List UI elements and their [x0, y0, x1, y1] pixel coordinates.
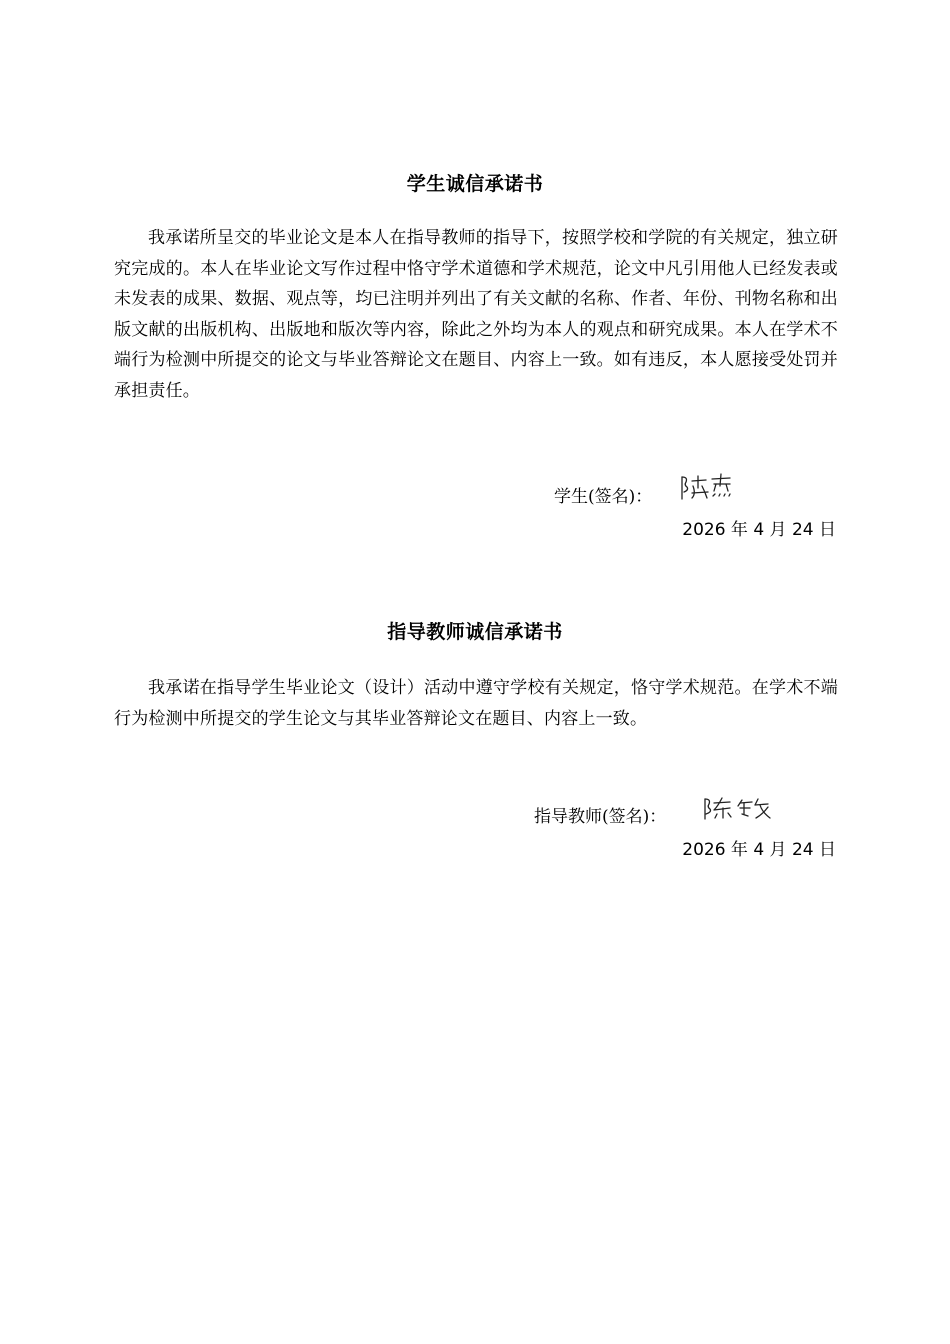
advisor-pledge-title: 指导教师诚信承诺书 [387, 621, 563, 643]
advisor-handwritten-signature [700, 794, 774, 822]
student-pledge-title: 学生诚信承诺书 [406, 173, 544, 195]
student-signature-label: 学生(签名)： [554, 487, 653, 507]
student-pledge-body: 我承诺所呈交的毕业论文是本人在指导教师的指导下，按照学校和学院的有关规定，独立研究完成的。本人在毕业论文写作过程中恪守学术道德和学术规范，论文中凡引用他人已经发表或未发表的成果、数据、观点等，均已注明并列出了有关文献的名称、作者、年份、刊物名称和出版文献的出版机构、出版地和版次等内容，除此之外均为本人的观点和研究成果。本人在学术不端行为检测中所提交的论文与毕业答辩论文在题目、内容上一致。如有违反，本人愿接受处罚并承担责任。 [114, 228, 838, 401]
advisor-pledge-body: 我承诺在指导学生毕业论文（设计）活动中遵守学校有关规定，恪守学术规范。在学术不端行为检测中所提交的学生论文与其毕业答辩论文在题目、内容上一致。 [114, 678, 838, 729]
advisor-signature-label: 指导教师(签名)： [534, 807, 667, 827]
student-handwritten-signature [678, 472, 736, 502]
advisor-signature-date: 2026 年 4 月 24 日 [682, 840, 836, 860]
student-signature-date: 2026 年 4 月 24 日 [682, 520, 836, 540]
